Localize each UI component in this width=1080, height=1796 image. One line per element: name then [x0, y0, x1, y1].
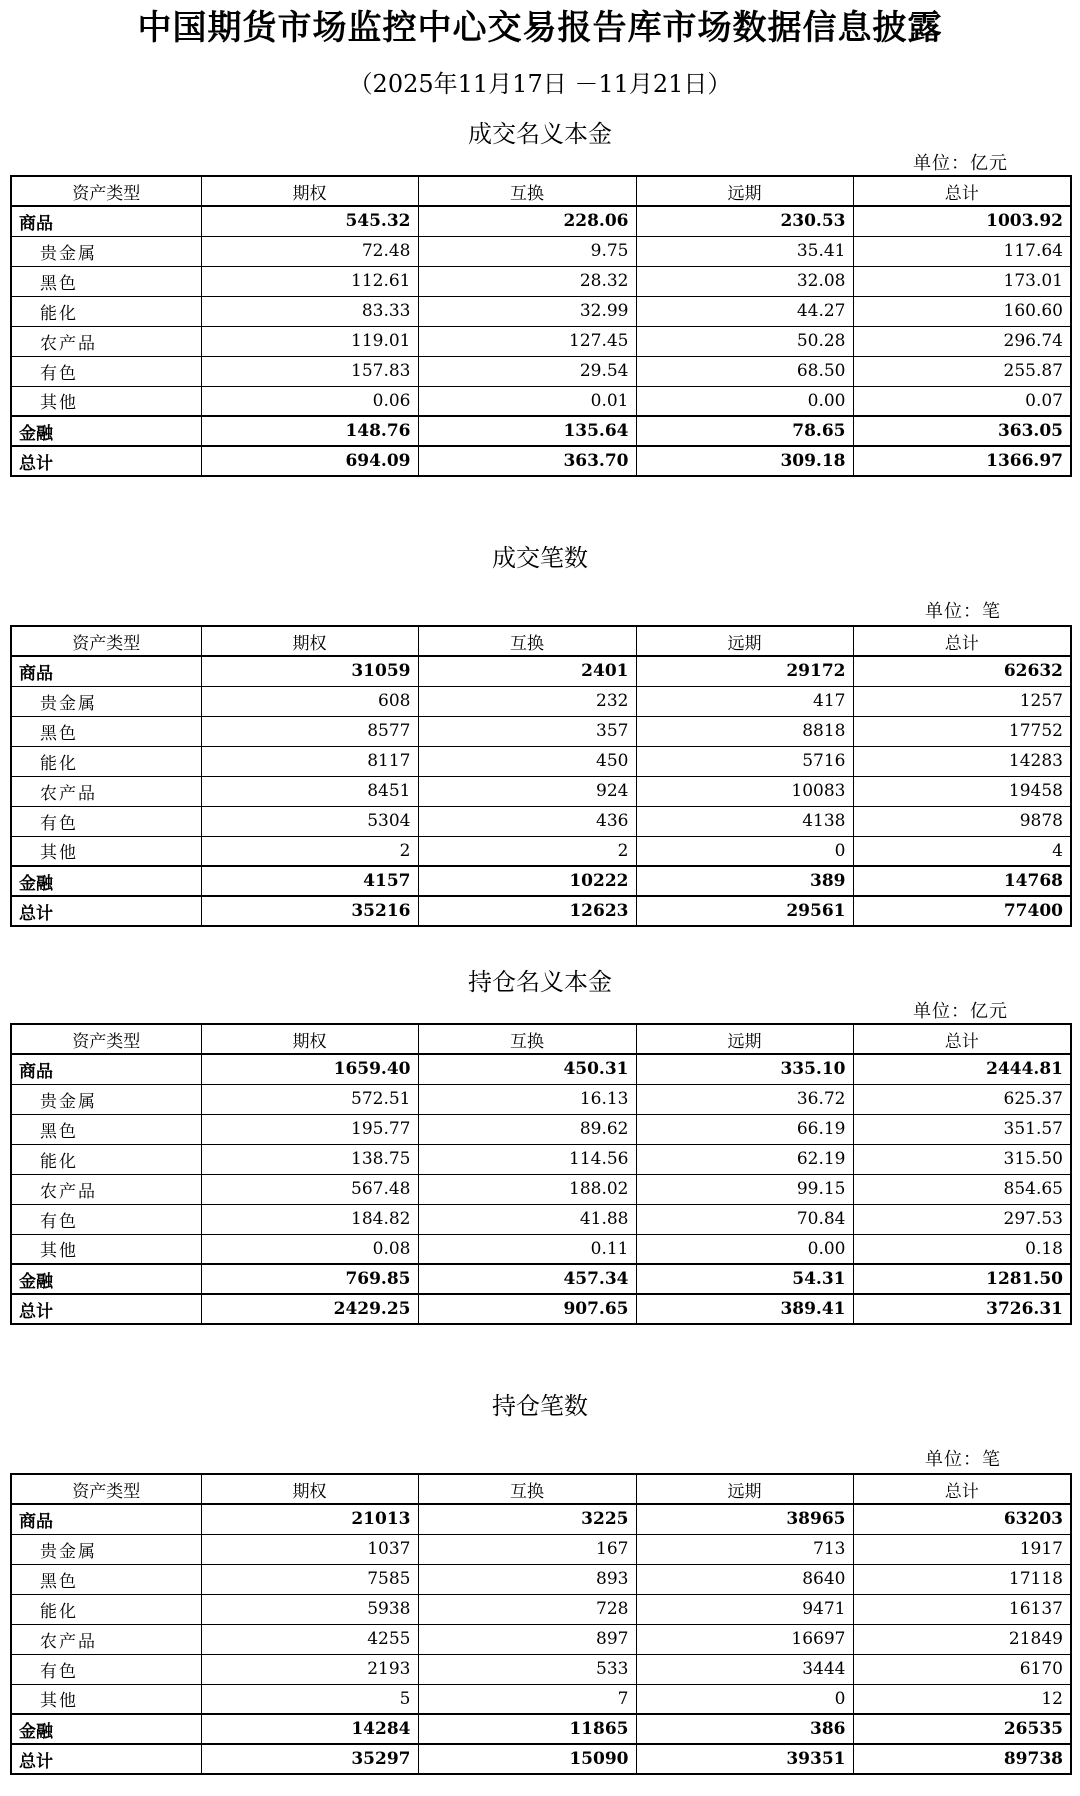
column-header: 资产类型 — [11, 1474, 201, 1504]
table-cell: 0.00 — [636, 386, 853, 416]
table-cell: 195.77 — [201, 1114, 418, 1144]
column-header: 资产类型 — [11, 626, 201, 656]
table-cell: 5304 — [201, 806, 418, 836]
table-cell: 450.31 — [418, 1054, 636, 1084]
table-cell: 157.83 — [201, 356, 418, 386]
row-label: 贵金属 — [11, 686, 201, 716]
data-table — [10, 175, 1072, 477]
table-cell: 0 — [636, 1684, 853, 1714]
section-title: 持仓笔数 — [492, 1392, 588, 1420]
row-label: 农产品 — [11, 776, 201, 806]
table-cell: 1281.50 — [853, 1264, 1071, 1294]
row-label: 商品 — [11, 206, 201, 236]
table-row — [11, 1294, 1071, 1324]
table-row — [11, 1204, 1071, 1234]
table-row — [11, 1714, 1071, 1744]
table-row — [11, 1654, 1071, 1684]
row-label: 黑色 — [11, 716, 201, 746]
table-cell: 3225 — [418, 1504, 636, 1534]
table-cell: 232 — [418, 686, 636, 716]
table-row — [11, 1594, 1071, 1624]
table-row — [11, 386, 1071, 416]
table-cell: 893 — [418, 1564, 636, 1594]
table-cell: 184.82 — [201, 1204, 418, 1234]
row-label: 金融 — [11, 1714, 201, 1744]
row-label: 总计 — [11, 1744, 201, 1774]
table-cell: 89.62 — [418, 1114, 636, 1144]
table-cell: 127.45 — [418, 326, 636, 356]
table-row — [11, 836, 1071, 866]
table-cell: 7585 — [201, 1564, 418, 1594]
column-header: 总计 — [853, 176, 1071, 206]
row-label: 能化 — [11, 1594, 201, 1624]
row-label: 商品 — [11, 1504, 201, 1534]
row-label: 农产品 — [11, 1174, 201, 1204]
table-cell: 78.65 — [636, 416, 853, 446]
table-cell: 0 — [636, 836, 853, 866]
table-cell: 29172 — [636, 656, 853, 686]
table-cell: 11865 — [418, 1714, 636, 1744]
table-cell: 0.06 — [201, 386, 418, 416]
table-cell: 16137 — [853, 1594, 1071, 1624]
row-label: 商品 — [11, 656, 201, 686]
table-cell: 363.70 — [418, 446, 636, 476]
table-row — [11, 446, 1071, 476]
table-cell: 8451 — [201, 776, 418, 806]
data-table — [10, 1473, 1072, 1775]
table-cell: 2 — [418, 836, 636, 866]
table-row — [11, 296, 1071, 326]
table-cell: 14284 — [201, 1714, 418, 1744]
table-row — [11, 1264, 1071, 1294]
table-row — [11, 746, 1071, 776]
table-cell: 4138 — [636, 806, 853, 836]
table-cell: 8818 — [636, 716, 853, 746]
table-cell: 228.06 — [418, 206, 636, 236]
row-label: 金融 — [11, 866, 201, 896]
table-cell: 10222 — [418, 866, 636, 896]
table-row — [11, 206, 1071, 236]
row-label: 农产品 — [11, 326, 201, 356]
table-row — [11, 1054, 1071, 1084]
table-cell: 19458 — [853, 776, 1071, 806]
table-cell: 14768 — [853, 866, 1071, 896]
table-cell: 2429.25 — [201, 1294, 418, 1324]
section-title: 持仓名义本金 — [468, 968, 612, 996]
table-row — [11, 716, 1071, 746]
table-cell: 363.05 — [853, 416, 1071, 446]
table-cell: 4157 — [201, 866, 418, 896]
table-cell: 16697 — [636, 1624, 853, 1654]
table-cell: 907.65 — [418, 1294, 636, 1324]
table-row — [11, 1234, 1071, 1264]
section-title: 成交名义本金 — [468, 120, 612, 148]
table-cell: 72.48 — [201, 236, 418, 266]
table-row — [11, 1684, 1071, 1714]
table-cell: 17118 — [853, 1564, 1071, 1594]
table-cell: 457.34 — [418, 1264, 636, 1294]
table-cell: 533 — [418, 1654, 636, 1684]
table-cell: 545.32 — [201, 206, 418, 236]
row-label: 有色 — [11, 806, 201, 836]
table-cell: 68.50 — [636, 356, 853, 386]
table-cell: 2193 — [201, 1654, 418, 1684]
column-header: 资产类型 — [11, 1024, 201, 1054]
table-cell: 436 — [418, 806, 636, 836]
table-cell: 1917 — [853, 1534, 1071, 1564]
table-cell: 1659.40 — [201, 1054, 418, 1084]
row-label: 黑色 — [11, 266, 201, 296]
table-cell: 21013 — [201, 1504, 418, 1534]
table-cell: 4 — [853, 836, 1071, 866]
table-cell: 386 — [636, 1714, 853, 1744]
table-cell: 0.01 — [418, 386, 636, 416]
header-row — [11, 626, 1071, 656]
table-cell: 450 — [418, 746, 636, 776]
table-cell: 8640 — [636, 1564, 853, 1594]
table-cell: 625.37 — [853, 1084, 1071, 1114]
table-cell: 1037 — [201, 1534, 418, 1564]
table-cell: 608 — [201, 686, 418, 716]
data-table — [10, 625, 1072, 927]
table-cell: 9878 — [853, 806, 1071, 836]
table-cell: 2401 — [418, 656, 636, 686]
page-title: 中国期货市场监控中心交易报告库市场数据信息披露 — [137, 8, 943, 48]
table-row — [11, 1504, 1071, 1534]
table-row — [11, 326, 1071, 356]
table-row — [11, 416, 1071, 446]
table-cell: 897 — [418, 1624, 636, 1654]
row-label: 其他 — [11, 836, 201, 866]
column-header: 互换 — [418, 626, 636, 656]
table-cell: 112.61 — [201, 266, 418, 296]
row-label: 其他 — [11, 386, 201, 416]
table-cell: 309.18 — [636, 446, 853, 476]
table-cell: 297.53 — [853, 1204, 1071, 1234]
row-label: 能化 — [11, 746, 201, 776]
row-label: 能化 — [11, 1144, 201, 1174]
table-cell: 0.07 — [853, 386, 1071, 416]
table-cell: 135.64 — [418, 416, 636, 446]
table-cell: 5716 — [636, 746, 853, 776]
table-cell: 1366.97 — [853, 446, 1071, 476]
table-cell: 567.48 — [201, 1174, 418, 1204]
table-cell: 35.41 — [636, 236, 853, 266]
row-label: 贵金属 — [11, 1534, 201, 1564]
table-cell: 12 — [853, 1684, 1071, 1714]
table-cell: 35297 — [201, 1744, 418, 1774]
table-cell: 8577 — [201, 716, 418, 746]
column-header: 远期 — [636, 176, 853, 206]
table-cell: 769.85 — [201, 1264, 418, 1294]
table-cell: 3726.31 — [853, 1294, 1071, 1324]
table-cell: 713 — [636, 1534, 853, 1564]
table-cell: 728 — [418, 1594, 636, 1624]
table-cell: 32.08 — [636, 266, 853, 296]
column-header: 总计 — [853, 626, 1071, 656]
table-cell: 230.53 — [636, 206, 853, 236]
table-cell: 1003.92 — [853, 206, 1071, 236]
table-cell: 14283 — [853, 746, 1071, 776]
row-label: 贵金属 — [11, 1084, 201, 1114]
row-label: 其他 — [11, 1684, 201, 1714]
header-row — [11, 176, 1071, 206]
table-cell: 44.27 — [636, 296, 853, 326]
column-header: 互换 — [418, 1474, 636, 1504]
row-label: 金融 — [11, 416, 201, 446]
table-row — [11, 236, 1071, 266]
table-cell: 138.75 — [201, 1144, 418, 1174]
table-cell: 0.18 — [853, 1234, 1071, 1264]
table-cell: 1257 — [853, 686, 1071, 716]
table-row — [11, 776, 1071, 806]
table-cell: 6170 — [853, 1654, 1071, 1684]
table-cell: 89738 — [853, 1744, 1071, 1774]
row-label: 有色 — [11, 1204, 201, 1234]
table-cell: 41.88 — [418, 1204, 636, 1234]
section-title: 成交笔数 — [492, 544, 588, 572]
row-label: 能化 — [11, 296, 201, 326]
row-label: 总计 — [11, 896, 201, 926]
table-cell: 8117 — [201, 746, 418, 776]
table-cell: 2 — [201, 836, 418, 866]
column-header: 远期 — [636, 1474, 853, 1504]
table-cell: 351.57 — [853, 1114, 1071, 1144]
table-row — [11, 1744, 1071, 1774]
table-row — [11, 266, 1071, 296]
table-cell: 39351 — [636, 1744, 853, 1774]
table-cell: 694.09 — [201, 446, 418, 476]
table-cell: 160.60 — [853, 296, 1071, 326]
column-header: 总计 — [853, 1024, 1071, 1054]
row-label: 黑色 — [11, 1564, 201, 1594]
unit-label: 单位：亿元 — [913, 1001, 1008, 1022]
table-cell: 35216 — [201, 896, 418, 926]
table-row — [11, 1564, 1071, 1594]
table-cell: 50.28 — [636, 326, 853, 356]
table-cell: 296.74 — [853, 326, 1071, 356]
row-label: 总计 — [11, 1294, 201, 1324]
table-cell: 26535 — [853, 1714, 1071, 1744]
table-cell: 15090 — [418, 1744, 636, 1774]
table-cell: 63203 — [853, 1504, 1071, 1534]
table-cell: 32.99 — [418, 296, 636, 326]
table-row — [11, 656, 1071, 686]
table-row — [11, 1144, 1071, 1174]
table-cell: 4255 — [201, 1624, 418, 1654]
table-cell: 0.08 — [201, 1234, 418, 1264]
column-header: 互换 — [418, 1024, 636, 1054]
table-cell: 29561 — [636, 896, 853, 926]
table-cell: 854.65 — [853, 1174, 1071, 1204]
date-range: （2025年11月17日 －11月21日） — [348, 70, 732, 98]
table-cell: 16.13 — [418, 1084, 636, 1114]
table-cell: 12623 — [418, 896, 636, 926]
table-cell: 83.33 — [201, 296, 418, 326]
row-label: 农产品 — [11, 1624, 201, 1654]
table-cell: 2444.81 — [853, 1054, 1071, 1084]
table-cell: 924 — [418, 776, 636, 806]
table-cell: 167 — [418, 1534, 636, 1564]
table-cell: 7 — [418, 1684, 636, 1714]
unit-label: 单位：笔 — [925, 601, 1001, 622]
table-cell: 17752 — [853, 716, 1071, 746]
unit-label: 单位：亿元 — [913, 153, 1008, 174]
table-cell: 119.01 — [201, 326, 418, 356]
table-cell: 9.75 — [418, 236, 636, 266]
header-row — [11, 1474, 1071, 1504]
column-header: 期权 — [201, 176, 418, 206]
table-row — [11, 1174, 1071, 1204]
row-label: 有色 — [11, 1654, 201, 1684]
header-row — [11, 1024, 1071, 1054]
table-row — [11, 356, 1071, 386]
table-row — [11, 866, 1071, 896]
table-row — [11, 1114, 1071, 1144]
table-cell: 21849 — [853, 1624, 1071, 1654]
column-header: 总计 — [853, 1474, 1071, 1504]
row-label: 总计 — [11, 446, 201, 476]
table-cell: 70.84 — [636, 1204, 853, 1234]
table-cell: 0.00 — [636, 1234, 853, 1264]
table-cell: 31059 — [201, 656, 418, 686]
table-row — [11, 1534, 1071, 1564]
table-cell: 28.32 — [418, 266, 636, 296]
column-header: 互换 — [418, 176, 636, 206]
table-cell: 62632 — [853, 656, 1071, 686]
table-cell: 99.15 — [636, 1174, 853, 1204]
table-cell: 335.10 — [636, 1054, 853, 1084]
row-label: 其他 — [11, 1234, 201, 1264]
table-cell: 36.72 — [636, 1084, 853, 1114]
table-cell: 38965 — [636, 1504, 853, 1534]
column-header: 期权 — [201, 626, 418, 656]
table-row — [11, 686, 1071, 716]
table-cell: 54.31 — [636, 1264, 853, 1294]
column-header: 远期 — [636, 626, 853, 656]
column-header: 期权 — [201, 1024, 418, 1054]
column-header: 远期 — [636, 1024, 853, 1054]
table-cell: 62.19 — [636, 1144, 853, 1174]
row-label: 金融 — [11, 1264, 201, 1294]
row-label: 黑色 — [11, 1114, 201, 1144]
table-cell: 0.11 — [418, 1234, 636, 1264]
row-label: 有色 — [11, 356, 201, 386]
table-cell: 357 — [418, 716, 636, 746]
table-cell: 3444 — [636, 1654, 853, 1684]
table-cell: 10083 — [636, 776, 853, 806]
table-cell: 5938 — [201, 1594, 418, 1624]
row-label: 贵金属 — [11, 236, 201, 266]
table-cell: 572.51 — [201, 1084, 418, 1114]
table-row — [11, 1084, 1071, 1114]
table-cell: 417 — [636, 686, 853, 716]
table-row — [11, 1624, 1071, 1654]
table-cell: 255.87 — [853, 356, 1071, 386]
table-cell: 315.50 — [853, 1144, 1071, 1174]
table-cell: 114.56 — [418, 1144, 636, 1174]
column-header: 期权 — [201, 1474, 418, 1504]
table-cell: 389.41 — [636, 1294, 853, 1324]
table-cell: 188.02 — [418, 1174, 636, 1204]
table-cell: 117.64 — [853, 236, 1071, 266]
column-header: 资产类型 — [11, 176, 201, 206]
table-cell: 173.01 — [853, 266, 1071, 296]
table-cell: 29.54 — [418, 356, 636, 386]
table-cell: 5 — [201, 1684, 418, 1714]
data-table — [10, 1023, 1072, 1325]
table-cell: 66.19 — [636, 1114, 853, 1144]
table-cell: 148.76 — [201, 416, 418, 446]
table-cell: 77400 — [853, 896, 1071, 926]
table-row — [11, 896, 1071, 926]
unit-label: 单位：笔 — [925, 1449, 1001, 1470]
table-cell: 389 — [636, 866, 853, 896]
table-row — [11, 806, 1071, 836]
table-cell: 9471 — [636, 1594, 853, 1624]
row-label: 商品 — [11, 1054, 201, 1084]
